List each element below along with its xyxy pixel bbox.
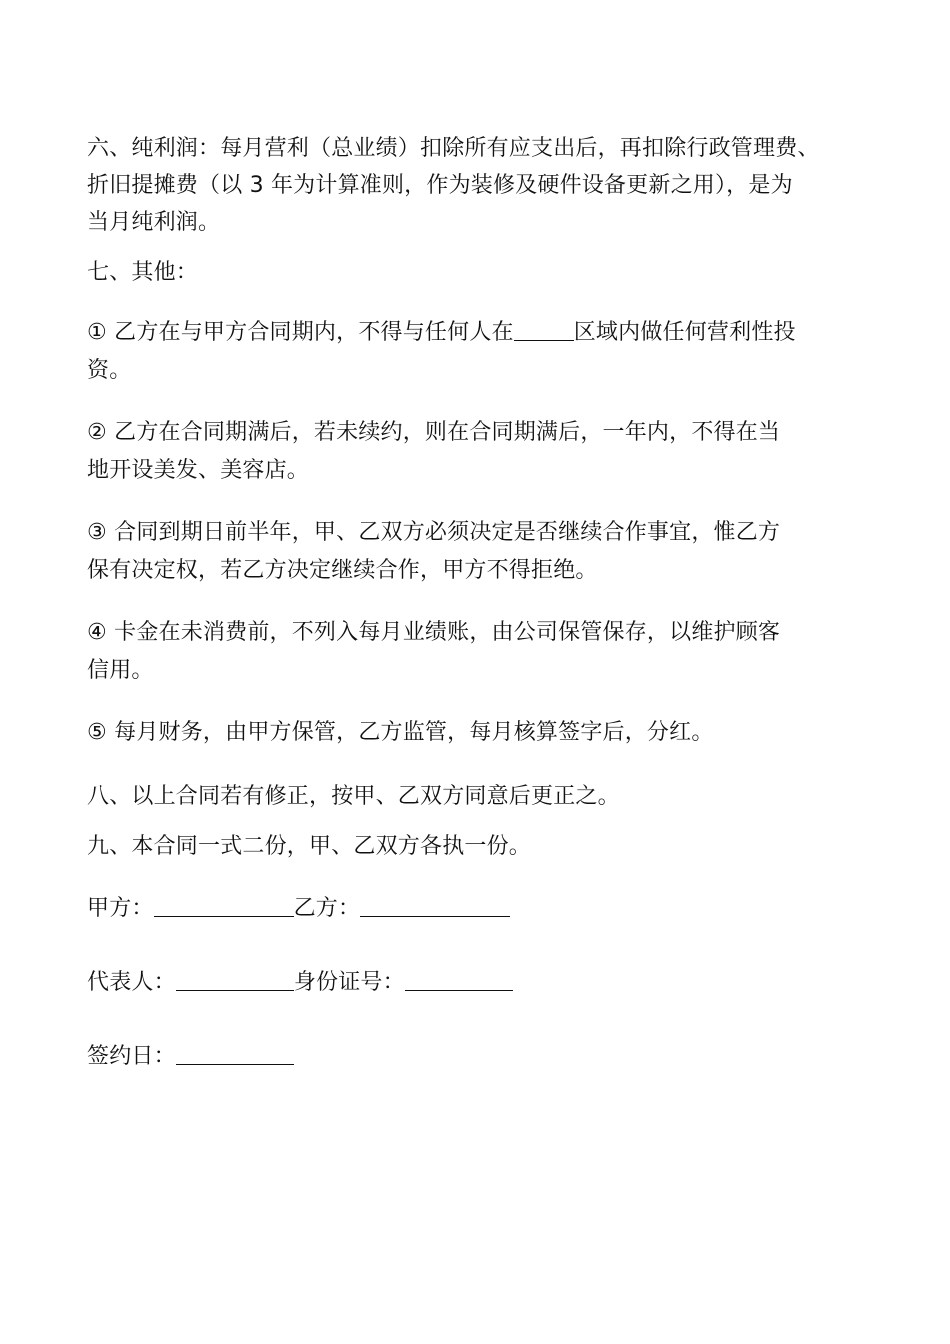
sign-date-field[interactable] <box>176 1042 294 1065</box>
item-3-line-2: 保有决定权，若乙方决定继续合作，甲方不得拒绝。 <box>87 558 598 583</box>
party-b-field[interactable] <box>360 894 510 917</box>
profit-line-3: 当月纯利润。 <box>87 210 221 235</box>
amendment-clause: 八、以上合同若有修正，按甲、乙双方同意后更正之。 <box>87 784 620 809</box>
item-4-text: 卡金在未消费前，不列入每月业绩账，由公司保管保存，以维护顾客 <box>106 620 781 645</box>
item-2-line-2: 地开设美发、美容店。 <box>87 458 310 483</box>
other-heading: 七、其他： <box>87 260 199 285</box>
item-2-text: 乙方在合同期满后，若未续约，则在合同期满后，一年内，不得在当 <box>106 420 781 445</box>
item-1-number: ① <box>87 320 107 345</box>
item-3-line-1 <box>87 518 780 548</box>
party-b-label: 乙方： <box>293 896 361 921</box>
item-2-number: ② <box>87 420 107 445</box>
item-1-line-2: 资。 <box>87 358 132 383</box>
item-5-text: 每月财务，由甲方保管，乙方监管，每月核算签字后，分红。 <box>106 720 714 745</box>
representative-label: 代表人： <box>87 970 176 995</box>
item-1-text-after-blank: 区域内做任何营利性投 <box>573 320 796 345</box>
item-1-text-before-blank: 乙方在与甲方合同期内，不得与任何人在 <box>106 320 514 345</box>
id-number-label: 身份证号： <box>293 970 405 995</box>
copies-clause: 九、本合同一式二份，甲、乙双方各执一份。 <box>87 834 532 859</box>
party-signature-line <box>87 894 510 924</box>
item-3-text: 合同到期日前半年，甲、乙双方必须决定是否继续合作事宜，惟乙方 <box>106 520 781 545</box>
item-4-line-2: 信用。 <box>87 658 154 683</box>
item-3-number: ③ <box>87 520 107 545</box>
item-5-line-1 <box>87 718 714 748</box>
region-blank <box>514 318 574 341</box>
party-a-field[interactable] <box>154 894 294 917</box>
id-number-field[interactable] <box>405 968 513 991</box>
party-a-label: 甲方： <box>87 896 154 921</box>
profit-line-1: 六、纯利润：每月营利（总业绩）扣除所有应支出后，再扣除行政管理费、 <box>87 136 820 161</box>
item-2-line-1 <box>87 418 780 448</box>
item-4-number: ④ <box>87 620 107 645</box>
profit-line-2: 折旧提摊费（以 3 年为计算准则，作为装修及硬件设备更新之用），是为 <box>87 173 793 198</box>
item-5-number: ⑤ <box>87 720 107 745</box>
sign-date-line <box>87 1042 294 1072</box>
item-1-line-1 <box>87 318 796 348</box>
sign-date-label: 签约日： <box>87 1044 176 1069</box>
representative-field[interactable] <box>176 968 294 991</box>
item-4-line-1 <box>87 618 780 648</box>
representative-line <box>87 968 513 998</box>
